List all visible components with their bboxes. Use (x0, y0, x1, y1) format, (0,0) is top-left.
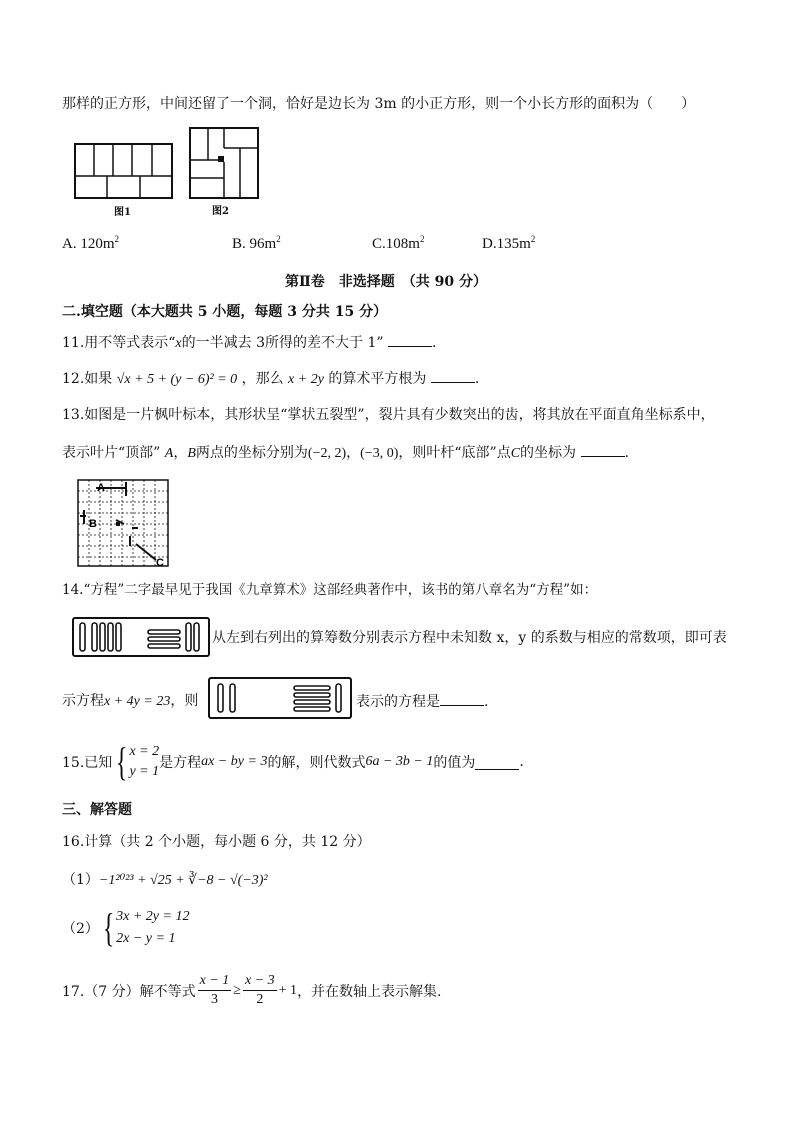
answer-blank[interactable] (475, 755, 519, 770)
answer-blank[interactable] (388, 332, 432, 347)
question-14-line-3-post: 表示的方程是 . (356, 691, 488, 712)
intro-line: 那样的正方形，中间还留了一个洞，恰好是边长为 3m 的小正方形，则一个小长方形的面积为（ ） (62, 96, 696, 112)
section-2-title: 第Ⅱ卷 非选择题 （共 90 分） (285, 274, 488, 290)
question-11: 11.用不等式表示“x的一半减去 3所得的差不大于 1” . (62, 332, 436, 354)
question-12: 12.如果 √x + 5 + (y − 6)² = 0 ，那么 x + 2y 的算术平方根为 . (62, 368, 479, 390)
maple-leaf-grid (76, 476, 176, 574)
fill-section-title: 二.填空题（本大题共 5 小题，每题 3 分共 15 分） (62, 304, 388, 320)
question-16-title: 16.计算（共 2 个小题，每小题 6 分，共 12 分） (62, 834, 371, 850)
figure-1 (74, 142, 174, 218)
option-c[interactable]: $C.108m^2$ (372, 234, 425, 252)
question-14-line-2: 从左到右列出的算筹数分别表示方程中未知数 x，y 的系数与相应的常数项，即可表 (212, 630, 727, 646)
figure-2-label: 图2 (212, 206, 229, 217)
question-16-part-2: （2） { 3x + 2y = 12 2x − y = 1 (62, 905, 190, 950)
figure-1-label: 图1 (114, 207, 131, 218)
question-15: 15.已知 { x = 2 y = 1 是方程 ax − by = 3 的解，则代数式 6a − 3b − 1 的值为 . (62, 739, 524, 784)
system-brace: { (102, 905, 115, 950)
option-a[interactable]: A. $120m^2$ (62, 234, 120, 252)
question-14-line-3-pre: 示方程x + 4y = 23，则 (62, 693, 199, 709)
figure-2-drawing (188, 126, 262, 214)
answer-blank[interactable] (581, 442, 625, 457)
counting-rods-question-drawing (208, 676, 354, 722)
question-14-line-1: 14.“方程”二字最早见于我国《九章算术》这部经典著作中，该书的第八章名为“方程”如： (62, 582, 598, 598)
answer-blank[interactable] (440, 691, 484, 706)
option-b[interactable]: B. $96m^2$ (232, 234, 281, 252)
fraction-right: $\frac{x - 3}{2}$ (244, 973, 275, 1007)
figure-2 (188, 126, 262, 218)
answer-blank[interactable] (431, 368, 475, 383)
counting-rods-question (208, 676, 354, 726)
maple-leaf-drawing (76, 476, 176, 570)
question-13-line-1: 13.如图是一片枫叶标本，其形状呈“掌状五裂型”，裂片具有少数突出的齿，将其放在平面直角坐标系中， (62, 407, 715, 423)
option-d[interactable]: $D.135m^2$ (482, 234, 536, 252)
grid-label-a: A (97, 482, 105, 494)
question-13-line-2: 表示叶片“顶部” A，B两点的坐标分别为(−2, 2)，(−3, 0)，则叶杆“底部”点C的坐标为 . (62, 442, 629, 464)
counting-rods-example (72, 616, 212, 664)
counting-rods-example-drawing (72, 616, 212, 660)
question-16-part-1: （1）−1²⁰²³ + √25 + ∛−8 − √(−3)² (62, 872, 268, 888)
grid-label-c: C (156, 557, 164, 569)
section-3-title: 三、解答题 (62, 802, 132, 818)
fraction-left: $\frac{x - 1}{3}$ (199, 973, 230, 1007)
question-17: 17.（7 分）解不等式 $\frac{x - 1}{3}$ ≥ $\frac{x - 3}{2}$ + 1 ，并在数轴上表示解集. (62, 973, 442, 1007)
grid-label-b: B (89, 518, 97, 530)
system-brace: { (116, 739, 128, 784)
